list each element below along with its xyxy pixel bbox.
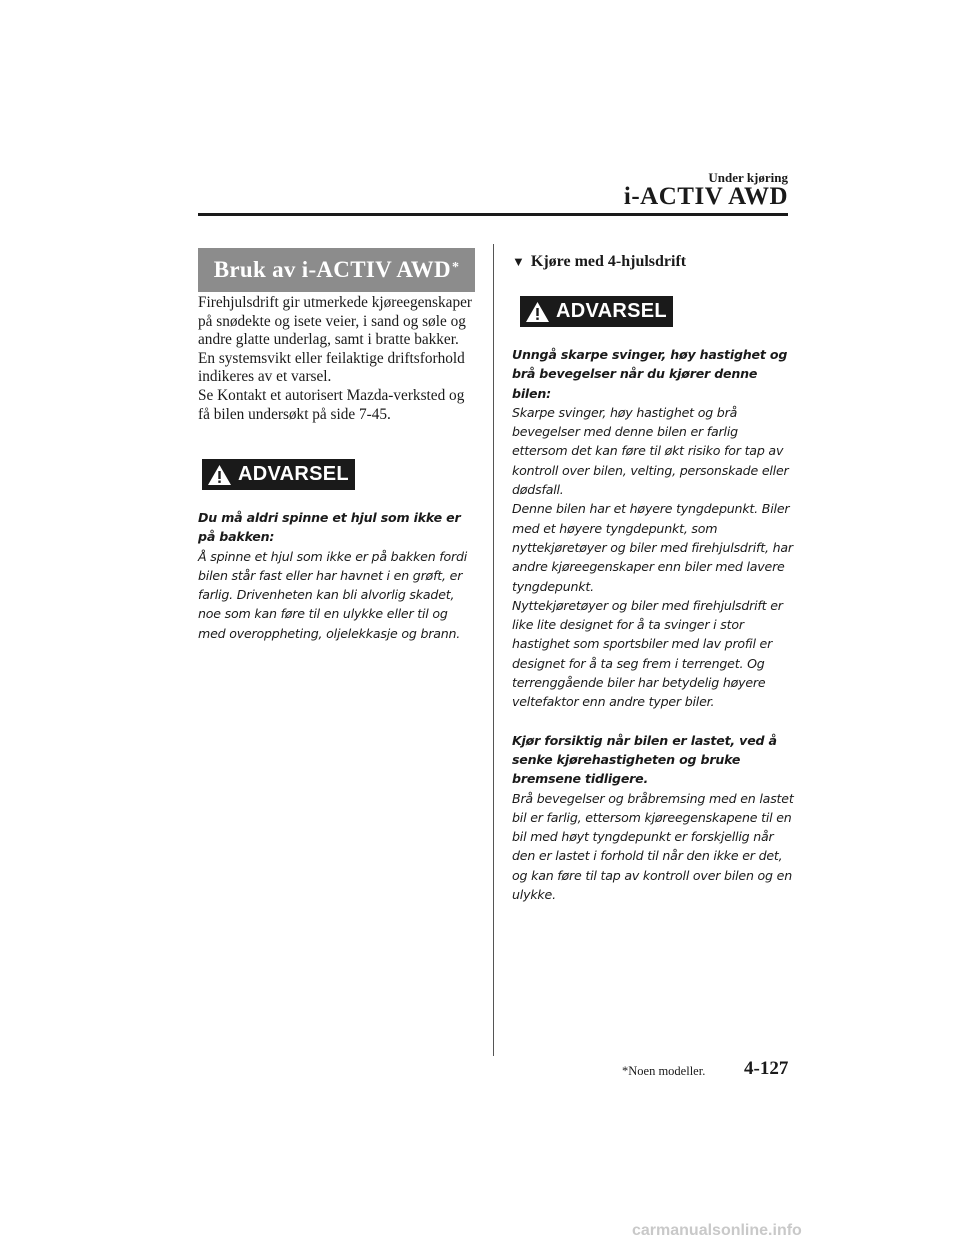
intro-paragraph: Firehjulsdrift gir utmerkede kjøreegenskaper på snødekte og isete veier, i sand og søle og andre glatte underlag, samt i bratte bakker. <box>198 294 472 349</box>
warning-body: Skarpe svinger, høy hastighet og brå bevegelser med denne bilen er farlig ettersom det kan føre til økt risiko for tap av kontroll over bilen, velting, personskade eller dødsfall. <box>512 404 789 498</box>
warning-content <box>512 345 794 904</box>
sub-heading-text: Kjøre med 4-hjulsdrift <box>530 253 687 270</box>
warning-body: Denne bilen har et høyere tyngdepunkt. Biler med et høyere tyngdepunkt, som nyttekjøretøyer og biler med firehjulsdrift, har andre kjøreegenskaper enn biler med lavere tyngdepunkt. <box>512 501 793 594</box>
spacer <box>512 712 794 731</box>
header-rule <box>198 213 788 216</box>
warning-triangle-icon <box>207 464 232 486</box>
warning-body: Nyttekjøretøyer og biler med firehjulsdrift er like lite designet for å ta svinger i stor hastighet som sportsbiler med lav profil er designet for å ta seg frem i terrenget. Og terrenggående biler har betydelig høyere veltefaktor enn andre typer biler. <box>512 597 783 710</box>
running-header-title: i-ACTIV AWD <box>623 183 788 210</box>
intro-paragraph: Se Kontakt et autorisert Mazda-verksted og få bilen undersøkt på side 7-45. <box>198 386 465 423</box>
warning-heading: Kjør forsiktig når bilen er lastet, ved å senke kjørehastigheten og bruke bremsene tidligere. <box>512 732 777 787</box>
left-column <box>198 248 475 641</box>
warning-content <box>198 508 475 643</box>
intro-text <box>198 294 475 424</box>
warning-body: Brå bevegelser og bråbremsing med en lastet bil er farlig, ettersom kjøreegenskapene til en bil med høyt tyngdepunkt er forskjellig når den er lastet i forhold til når den ikke er det, og kan føre til tap av kontroll over bilen og en ulykke. <box>512 790 794 903</box>
warning-label-text: ADVARSEL <box>238 463 349 485</box>
warning-body: Å spinne et hjul som ikke er på bakken fordi bilen står fast eller har havnet i en grøft, er farlig. Drivenheten kan bli alvorlig skadet, noe som kan føre til en ulykke eller til og med overoppheting, oljelekkasje og brann. <box>198 548 468 641</box>
footnote: *Noen modeller. <box>622 1064 706 1078</box>
warning-heading: Unngå skarpe svinger, høy hastighet og brå bevegelser når du kjører denne bilen: <box>512 347 788 401</box>
section-banner <box>198 248 475 292</box>
watermark: carmanualsonline.info <box>632 1222 802 1239</box>
section-title: Bruk av i-ACTIV AWD <box>213 257 451 282</box>
running-header-subtitle: Under kjøring <box>708 170 788 185</box>
section-title-footnote-mark: * <box>451 260 460 275</box>
triangle-down-icon: ▼ <box>512 254 525 269</box>
column-divider <box>493 244 494 1056</box>
warning-label <box>202 459 355 490</box>
warning-label-text: ADVARSEL <box>556 300 667 322</box>
warning-label <box>520 296 673 327</box>
warning-triangle-icon <box>525 301 550 323</box>
sub-heading <box>512 253 686 271</box>
page-number: 4-127 <box>744 1058 789 1079</box>
intro-paragraph: En systemsvikt eller feilaktige driftsforhold indikeres av et varsel. <box>198 349 465 386</box>
warning-heading: Du må aldri spinne et hjul som ikke er på bakken: <box>198 510 461 545</box>
